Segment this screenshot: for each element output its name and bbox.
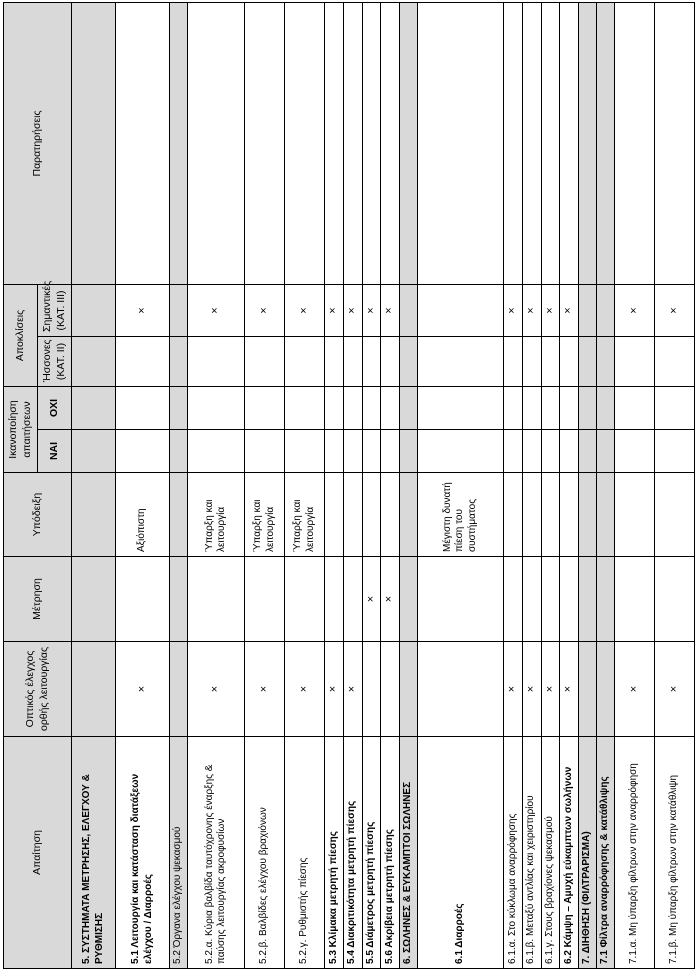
measurement-cell <box>579 557 597 642</box>
remarks-cell <box>560 2 579 284</box>
yes-cell <box>400 430 418 473</box>
indication-cell <box>541 473 560 557</box>
indication-cell <box>597 473 615 557</box>
remarks-cell <box>579 2 597 284</box>
no-cell <box>72 387 116 430</box>
table-row <box>170 2 188 968</box>
table-row <box>560 2 579 968</box>
table-row <box>522 2 541 968</box>
no-cell <box>116 387 170 430</box>
table-row <box>343 2 362 968</box>
visual-check-cell: × <box>522 642 541 737</box>
no-cell <box>170 387 188 430</box>
table-body <box>72 2 695 968</box>
indication-cell <box>362 473 381 557</box>
no-cell <box>188 387 245 430</box>
remarks-cell <box>116 2 170 284</box>
measurement-cell: × <box>381 557 400 642</box>
no-cell <box>597 387 615 430</box>
indication-cell <box>72 473 116 557</box>
no-cell <box>381 387 400 430</box>
visual-check-cell: × <box>560 642 579 737</box>
visual-check-cell: × <box>245 642 285 737</box>
visual-check-cell <box>170 642 188 737</box>
measurement-cell <box>170 557 188 642</box>
visual-check-cell <box>362 642 381 737</box>
significant-deviation-cell <box>170 284 188 336</box>
header-measurement: Μέτρηση <box>4 557 72 642</box>
significant-deviation-cell: × <box>362 284 381 336</box>
no-cell <box>504 387 523 430</box>
remarks-cell <box>504 2 523 284</box>
indication-cell: Μέγιστη δυνατή πίεση του συστήματος <box>418 473 504 557</box>
minor-deviation-cell <box>655 337 695 387</box>
table-row <box>615 2 655 968</box>
visual-check-cell <box>400 642 418 737</box>
yes-cell <box>343 430 362 473</box>
table-row <box>325 2 344 968</box>
table-row <box>245 2 285 968</box>
significant-deviation-cell: × <box>541 284 560 336</box>
no-cell <box>522 387 541 430</box>
remarks-cell <box>325 2 344 284</box>
minor-deviation-cell <box>579 337 597 387</box>
yes-cell <box>597 430 615 473</box>
remarks-cell <box>72 2 116 284</box>
table-row <box>655 2 695 968</box>
yes-cell <box>381 430 400 473</box>
requirement-cell: 5.2.β. Βαλβίδες ελέγχου βραχιόνων <box>245 737 285 969</box>
yes-cell <box>579 430 597 473</box>
no-cell <box>362 387 381 430</box>
visual-check-cell: × <box>655 642 695 737</box>
no-cell <box>245 387 285 430</box>
minor-deviation-cell <box>362 337 381 387</box>
table-row <box>400 2 418 968</box>
significant-deviation-cell: × <box>285 284 325 336</box>
minor-deviation-cell <box>381 337 400 387</box>
visual-check-cell: × <box>504 642 523 737</box>
measurement-cell <box>400 557 418 642</box>
measurement-cell <box>615 557 655 642</box>
no-cell <box>655 387 695 430</box>
table-row <box>579 2 597 968</box>
header-yes: ΝΑΙ <box>38 430 72 473</box>
significant-deviation-cell: × <box>116 284 170 336</box>
requirement-cell: 5. ΣΥΣΤΗΜΑΤΑ ΜΕΤΡΗΣΗΣ, ΕΛΕΓΧΟΥ & ΡΥΘΜΙΣΗΣ <box>72 737 116 969</box>
yes-cell <box>362 430 381 473</box>
measurement-cell <box>541 557 560 642</box>
header-significant: Σημαντικές (ΚΑΤ. ΙΙΙ) <box>38 284 72 336</box>
visual-check-cell: × <box>615 642 655 737</box>
remarks-cell <box>400 2 418 284</box>
measurement-cell <box>325 557 344 642</box>
remarks-cell <box>597 2 615 284</box>
visual-check-cell: × <box>325 642 344 737</box>
indication-cell: Αξιόπιστη <box>116 473 170 557</box>
remarks-cell <box>170 2 188 284</box>
indication-cell: Ύπαρξη και λειτουργία <box>285 473 325 557</box>
minor-deviation-cell <box>504 337 523 387</box>
requirement-cell: 5.2 Όργανα ελέγχου ψεκασμού <box>170 737 188 969</box>
header-remarks: Παρατηρήσεις <box>4 2 72 284</box>
measurement-cell <box>655 557 695 642</box>
yes-cell <box>655 430 695 473</box>
table-row <box>418 2 504 968</box>
remarks-cell <box>418 2 504 284</box>
yes-cell <box>188 430 245 473</box>
measurement-cell <box>504 557 523 642</box>
yes-cell <box>116 430 170 473</box>
no-cell <box>615 387 655 430</box>
requirement-cell: 7.1.α. Μη ύπαρξη φίλτρων στην αναρρόφηση <box>615 737 655 969</box>
requirement-cell: 7.1 Φίλτρα αναρρόφησης & κατάθλιψης <box>597 737 615 969</box>
significant-deviation-cell <box>597 284 615 336</box>
indication-cell <box>504 473 523 557</box>
requirement-cell: 6.1.α. Στο κύκλωμα αναρρόφησης <box>504 737 523 969</box>
remarks-cell <box>188 2 245 284</box>
minor-deviation-cell <box>597 337 615 387</box>
indication-cell <box>343 473 362 557</box>
visual-check-cell: × <box>285 642 325 737</box>
remarks-cell <box>362 2 381 284</box>
measurement-cell <box>597 557 615 642</box>
remarks-cell <box>522 2 541 284</box>
significant-deviation-cell <box>400 284 418 336</box>
requirement-cell: 5.5 Διάμετρος μετρητή πίεσης <box>362 737 381 969</box>
minor-deviation-cell <box>400 337 418 387</box>
significant-deviation-cell: × <box>245 284 285 336</box>
visual-check-cell: × <box>541 642 560 737</box>
requirement-cell: 5.2.α. Κύρια βαλβίδα ταυτόχρονης έναρξης & παύσης λειτουργίας ακροφυσίων <box>188 737 245 969</box>
header-deviations: Αποκλίσεις <box>4 284 38 386</box>
measurement-cell <box>188 557 245 642</box>
no-cell <box>343 387 362 430</box>
significant-deviation-cell <box>579 284 597 336</box>
yes-cell <box>504 430 523 473</box>
requirement-cell: 5.1 Λειτουργία και κατάσταση διατάξεων ελέγχου / Διαρροές <box>116 737 170 969</box>
remarks-cell <box>615 2 655 284</box>
remarks-cell <box>655 2 695 284</box>
requirement-cell: 5.4 Διακριτικότητα μετρητή πίεσης <box>343 737 362 969</box>
table-row <box>597 2 615 968</box>
indication-cell: Ύπαρξη και λειτουργία <box>245 473 285 557</box>
requirement-cell: 5.3 Κλίμακα μετρητή πίεσης <box>325 737 344 969</box>
requirement-cell: 7. ΔΙΗΘΗΣΗ (ΦΙΛΤΡΑΡΙΣΜΑ) <box>579 737 597 969</box>
table-row <box>188 2 245 968</box>
yes-cell <box>522 430 541 473</box>
measurement-cell <box>72 557 116 642</box>
requirement-cell: 7.1.β. Μη ύπαρξη φίλτρων στην κατάθλιψη <box>655 737 695 969</box>
yes-cell <box>418 430 504 473</box>
visual-check-cell <box>579 642 597 737</box>
significant-deviation-cell: × <box>615 284 655 336</box>
minor-deviation-cell <box>541 337 560 387</box>
significant-deviation-cell: × <box>343 284 362 336</box>
yes-cell <box>325 430 344 473</box>
measurement-cell <box>418 557 504 642</box>
requirement-cell: 6. ΣΩΛΗΝΕΣ & ΕΥΚΑΜΠΤΟΙ ΣΩΛΗΝΕΣ <box>400 737 418 969</box>
significant-deviation-cell: × <box>325 284 344 336</box>
table-row <box>362 2 381 968</box>
yes-cell <box>541 430 560 473</box>
indication-cell <box>655 473 695 557</box>
table-row <box>381 2 400 968</box>
minor-deviation-cell <box>188 337 245 387</box>
indication-cell <box>560 473 579 557</box>
indication-cell <box>579 473 597 557</box>
header-visual-check: Οπτικός έλεγχος ορθής λειτουργίας <box>4 642 72 737</box>
remarks-cell <box>245 2 285 284</box>
significant-deviation-cell <box>72 284 116 336</box>
measurement-cell <box>343 557 362 642</box>
minor-deviation-cell <box>418 337 504 387</box>
measurement-cell <box>285 557 325 642</box>
table-row <box>504 2 523 968</box>
measurement-cell <box>245 557 285 642</box>
indication-cell <box>615 473 655 557</box>
minor-deviation-cell <box>615 337 655 387</box>
no-cell <box>541 387 560 430</box>
yes-cell <box>285 430 325 473</box>
minor-deviation-cell <box>116 337 170 387</box>
yes-cell <box>170 430 188 473</box>
significant-deviation-cell: × <box>381 284 400 336</box>
no-cell <box>579 387 597 430</box>
yes-cell <box>245 430 285 473</box>
indication-cell <box>381 473 400 557</box>
no-cell <box>560 387 579 430</box>
no-cell <box>285 387 325 430</box>
inspection-table <box>3 2 695 969</box>
minor-deviation-cell <box>245 337 285 387</box>
header-satisfaction: Ικανοποίηση απαιτήσεων <box>4 387 38 473</box>
significant-deviation-cell: × <box>188 284 245 336</box>
significant-deviation-cell: × <box>655 284 695 336</box>
header-minor: Ήσσονες (ΚΑΤ. ΙΙ) <box>38 337 72 387</box>
minor-deviation-cell <box>325 337 344 387</box>
significant-deviation-cell: × <box>560 284 579 336</box>
yes-cell <box>560 430 579 473</box>
indication-cell <box>400 473 418 557</box>
visual-check-cell <box>381 642 400 737</box>
measurement-cell <box>116 557 170 642</box>
minor-deviation-cell <box>170 337 188 387</box>
header-requirement: Απαίτηση <box>4 737 72 969</box>
remarks-cell <box>285 2 325 284</box>
visual-check-cell: × <box>343 642 362 737</box>
visual-check-cell <box>72 642 116 737</box>
minor-deviation-cell <box>560 337 579 387</box>
yes-cell <box>615 430 655 473</box>
requirement-cell: 6.2 Κάμψη – Αμυχή εύκαμπτων σωλήνων <box>560 737 579 969</box>
no-cell <box>418 387 504 430</box>
no-cell <box>325 387 344 430</box>
visual-check-cell <box>597 642 615 737</box>
no-cell <box>400 387 418 430</box>
header-no: ΟΧΙ <box>38 387 72 430</box>
measurement-cell <box>560 557 579 642</box>
significant-deviation-cell: × <box>522 284 541 336</box>
minor-deviation-cell <box>522 337 541 387</box>
requirement-cell: 6.1.β. Μεταξύ αντλίας και χειριστηρίου <box>522 737 541 969</box>
visual-check-cell: × <box>116 642 170 737</box>
requirement-cell: 6.1.γ. Στους βραχίονες ψεκασμού <box>541 737 560 969</box>
significant-deviation-cell: × <box>504 284 523 336</box>
significant-deviation-cell <box>418 284 504 336</box>
measurement-cell: × <box>362 557 381 642</box>
minor-deviation-cell <box>72 337 116 387</box>
visual-check-cell: × <box>188 642 245 737</box>
header-indication: Υπόδειξη <box>4 473 72 557</box>
table-row <box>285 2 325 968</box>
requirement-cell: 6.1 Διαρροές <box>418 737 504 969</box>
indication-cell <box>170 473 188 557</box>
table-row <box>72 2 116 968</box>
remarks-cell <box>381 2 400 284</box>
visual-check-cell <box>418 642 504 737</box>
indication-cell <box>325 473 344 557</box>
yes-cell <box>72 430 116 473</box>
table-row <box>116 2 170 968</box>
indication-cell: Ύπαρξη και λειτουργία <box>188 473 245 557</box>
remarks-cell <box>343 2 362 284</box>
indication-cell <box>522 473 541 557</box>
minor-deviation-cell <box>343 337 362 387</box>
remarks-cell <box>541 2 560 284</box>
table-row <box>541 2 560 968</box>
minor-deviation-cell <box>285 337 325 387</box>
requirement-cell: 5.6 Ακρίβεια μετρητή πίεσης <box>381 737 400 969</box>
requirement-cell: 5.2.γ. Ρυθμιστής πίεσης <box>285 737 325 969</box>
measurement-cell <box>522 557 541 642</box>
